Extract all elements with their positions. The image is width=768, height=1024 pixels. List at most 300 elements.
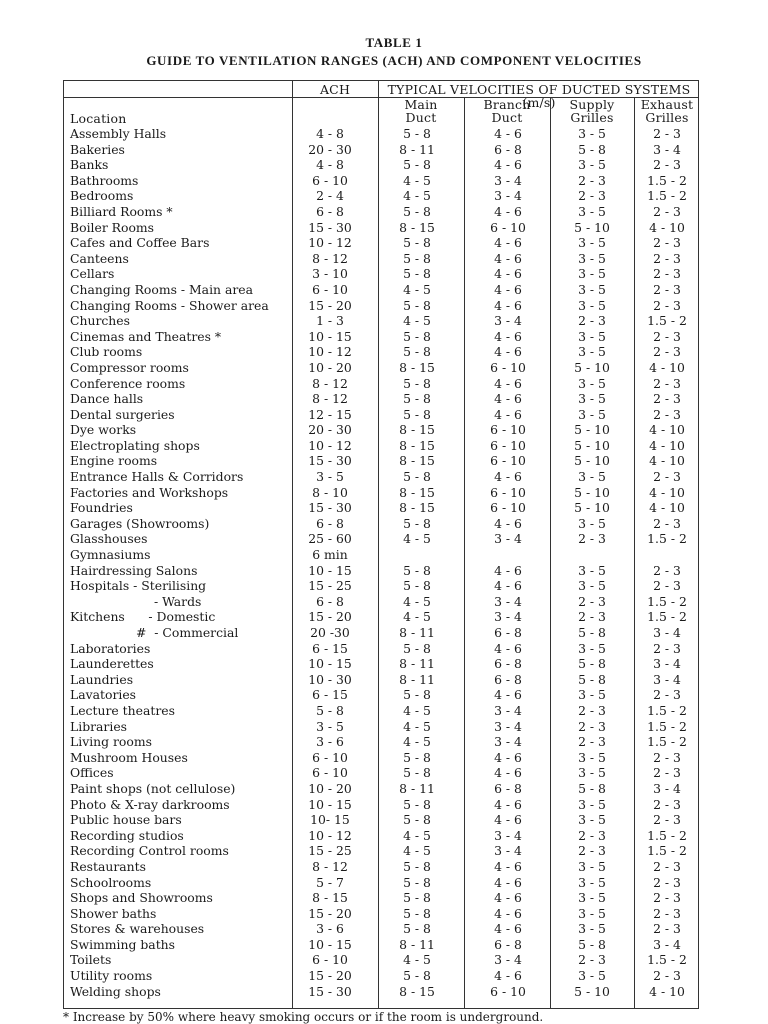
supply-grilles-cell: 3 - 5 — [578, 874, 606, 890]
main-duct-cell: 5 - 8 — [403, 375, 431, 391]
branch-duct-cell: 4 - 6 — [494, 266, 522, 282]
location-cell: Foundries — [70, 500, 133, 516]
branch-duct-cell: 3 - 4 — [494, 702, 522, 718]
location-cell: Lavatories — [70, 687, 137, 703]
branch-duct-cell: 6 - 10 — [490, 359, 526, 375]
location-cell: Laboratories — [70, 640, 151, 656]
main-duct-cell: 5 - 8 — [403, 858, 431, 874]
supply-grilles-cell: 5 - 8 — [578, 625, 606, 640]
branch-duct-cell: 6 - 10 — [490, 453, 526, 469]
exhaust-grilles-cell: 2 - 3 — [653, 968, 681, 984]
table-row — [64, 266, 700, 282]
location-cell: # - Commercial — [136, 625, 239, 640]
supply-grilles-cell: 3 - 5 — [578, 328, 606, 344]
table-row — [64, 391, 700, 407]
branch-duct-cell: 6 - 10 — [490, 484, 526, 500]
branch-duct-cell: 6 - 8 — [494, 671, 522, 687]
main-duct-cell: 8 - 15 — [399, 359, 435, 375]
main-duct-cell: 8 - 11 — [399, 141, 435, 157]
supply-grilles-cell: 3 - 5 — [578, 157, 606, 173]
location-cell: Factories and Workshops — [70, 484, 229, 500]
supply-grilles-cell: 5 - 8 — [578, 141, 606, 157]
supply-grilles-cell: 5 - 10 — [574, 500, 610, 516]
main-duct-cell: 5 - 8 — [403, 515, 431, 531]
ach-cell: 10 - 15 — [308, 656, 352, 672]
location-cell: Toilets — [70, 952, 112, 968]
supply-grilles-cell: 3 - 5 — [578, 391, 606, 407]
location-cell: Dye works — [70, 422, 137, 438]
exhaust-grilles-cell: 2 - 3 — [653, 235, 681, 251]
ach-cell: 12 - 15 — [308, 406, 352, 422]
table-row — [64, 984, 700, 1000]
supply-grilles-cell: 3 - 5 — [578, 765, 606, 781]
location-cell: Launderettes — [70, 656, 154, 672]
ach-cell: 15 - 20 — [308, 905, 352, 921]
ach-cell: 3 - 10 — [312, 266, 348, 282]
table-row — [64, 906, 700, 922]
table-row — [64, 921, 700, 937]
exhaust-grilles-cell: 1.5 - 2 — [647, 734, 687, 750]
branch-duct-cell: 4 - 6 — [494, 562, 522, 578]
exhaust-grilles-cell: 1.5 - 2 — [647, 718, 687, 734]
main-duct-cell: 4 - 5 — [403, 281, 431, 297]
main-duct-cell: 8 - 11 — [399, 656, 435, 672]
main-duct-cell: 8 - 15 — [399, 983, 435, 999]
table-row — [64, 797, 700, 813]
supply-grilles-cell: 5 - 8 — [578, 656, 606, 672]
supply-grilles-cell: 2 - 3 — [578, 172, 606, 188]
location-cell: Mushroom Houses — [70, 749, 188, 765]
ach-cell: 2 - 4 — [316, 188, 344, 204]
ach-cell: 15 - 20 — [308, 297, 352, 313]
ach-cell: 6 - 8 — [316, 593, 344, 609]
location-cell: Boiler Rooms — [70, 219, 155, 235]
table-row — [64, 781, 700, 797]
location-cell: Cellars — [70, 266, 115, 282]
branch-duct-cell: 4 - 6 — [494, 297, 522, 313]
exhaust-grilles-cell: 1.5 - 2 — [647, 609, 687, 625]
main-duct-cell: 5 - 8 — [403, 765, 431, 781]
supply-grilles-cell: 5 - 10 — [574, 219, 610, 235]
location-cell: Kitchens - Domestic — [70, 609, 216, 625]
exhaust-grilles-cell: 2 - 3 — [653, 266, 681, 282]
supply-grilles-cell: 5 - 8 — [578, 936, 606, 952]
location-cell: Paint shops (not cellulose) — [70, 780, 236, 796]
branch-duct-cell: 6 - 8 — [494, 780, 522, 796]
ach-cell: 3 - 5 — [316, 718, 344, 734]
supply-grilles-cell: 2 - 3 — [578, 313, 606, 329]
main-duct-cell: 4 - 5 — [403, 593, 431, 609]
main-duct-cell: 5 - 8 — [403, 640, 431, 656]
table-row — [64, 968, 700, 984]
supply-grilles-cell: 3 - 5 — [578, 921, 606, 937]
ach-cell: 6 - 8 — [316, 203, 344, 219]
exhaust-grilles-cell: 4 - 10 — [649, 484, 685, 500]
table-row — [64, 173, 700, 189]
table-row — [64, 438, 700, 454]
supply-grilles-cell: 2 - 3 — [578, 531, 606, 547]
supply-grilles-cell: 2 - 3 — [578, 609, 606, 625]
main-duct-cell: 8 - 11 — [399, 625, 435, 640]
location-cell: Changing Rooms - Main area — [70, 281, 253, 297]
exhaust-grilles-cell: 1.5 - 2 — [647, 172, 687, 188]
supply-grilles-cell: 5 - 10 — [574, 484, 610, 500]
ach-cell: 10 - 15 — [308, 562, 352, 578]
table-row — [64, 563, 700, 579]
location-cell: Restaurants — [70, 858, 146, 874]
branch-duct-cell: 4 - 6 — [494, 391, 522, 407]
table-row — [64, 344, 700, 360]
header-branch-duct-line1: Branch — [483, 97, 531, 112]
header-ach: ACH — [319, 82, 351, 97]
location-cell: Churches — [70, 313, 130, 329]
location-cell: Recording Control rooms — [70, 843, 229, 859]
table-row — [64, 251, 700, 267]
main-duct-cell: 5 - 8 — [403, 469, 431, 485]
table-row — [64, 376, 700, 392]
exhaust-grilles-cell: 2 - 3 — [653, 469, 681, 485]
ach-cell: 20 -30 — [310, 625, 350, 640]
branch-duct-cell: 4 - 6 — [494, 578, 522, 594]
table-row — [64, 360, 700, 376]
main-duct-cell: 8 - 15 — [399, 219, 435, 235]
table-row — [64, 952, 700, 968]
exhaust-grilles-cell: 3 - 4 — [653, 780, 681, 796]
exhaust-grilles-cell: 2 - 3 — [653, 406, 681, 422]
exhaust-grilles-cell: 2 - 3 — [653, 157, 681, 173]
ach-cell: 15 - 30 — [308, 500, 352, 516]
branch-duct-cell: 6 - 10 — [490, 437, 526, 453]
branch-duct-cell: 4 - 6 — [494, 250, 522, 266]
supply-grilles-cell: 3 - 5 — [578, 375, 606, 391]
exhaust-grilles-cell: 2 - 3 — [653, 796, 681, 812]
exhaust-grilles-cell: 2 - 3 — [653, 562, 681, 578]
main-duct-cell: 5 - 8 — [403, 266, 431, 282]
table-row — [64, 843, 700, 859]
table-row — [64, 641, 700, 657]
location-cell: Changing Rooms - Shower area — [70, 297, 269, 313]
ach-cell: 10 - 15 — [308, 936, 352, 952]
location-cell: Gymnasiums — [70, 547, 151, 563]
main-duct-cell: 5 - 8 — [403, 921, 431, 937]
branch-duct-cell: 4 - 6 — [494, 235, 522, 251]
main-duct-cell: 5 - 8 — [403, 890, 431, 906]
supply-grilles-cell: 5 - 10 — [574, 983, 610, 999]
exhaust-grilles-cell: 2 - 3 — [653, 890, 681, 906]
supply-grilles-cell: 3 - 5 — [578, 905, 606, 921]
branch-duct-cell: 3 - 4 — [494, 609, 522, 625]
branch-duct-cell: 6 - 10 — [490, 500, 526, 516]
ach-cell: 6 min — [312, 547, 348, 563]
branch-duct-cell: 3 - 4 — [494, 952, 522, 968]
header-branch-duct-line2: Duct — [491, 110, 523, 125]
ach-cell: 6 - 10 — [312, 952, 348, 968]
ach-cell: 6 - 10 — [312, 765, 348, 781]
branch-duct-cell: 4 - 6 — [494, 375, 522, 391]
main-duct-cell: 5 - 8 — [403, 905, 431, 921]
ach-cell: 8 - 10 — [312, 484, 348, 500]
ach-cell: 6 - 10 — [312, 749, 348, 765]
exhaust-grilles-cell: 2 - 3 — [653, 687, 681, 703]
main-duct-cell: 5 - 8 — [403, 812, 431, 828]
table-row — [64, 734, 700, 750]
location-cell: Bathrooms — [70, 172, 139, 188]
supply-grilles-cell: 5 - 10 — [574, 453, 610, 469]
ach-cell: 6 - 15 — [312, 687, 348, 703]
branch-duct-cell: 4 - 6 — [494, 687, 522, 703]
supply-grilles-cell: 3 - 5 — [578, 406, 606, 422]
supply-grilles-cell: 3 - 5 — [578, 344, 606, 360]
table-row — [64, 282, 700, 298]
ach-cell: 20 - 30 — [308, 422, 352, 438]
table-row — [64, 859, 700, 875]
exhaust-grilles-cell: 2 - 3 — [653, 328, 681, 344]
ach-cell: 25 - 60 — [308, 531, 352, 547]
exhaust-grilles-cell: 1.5 - 2 — [647, 702, 687, 718]
main-duct-cell: 8 - 15 — [399, 453, 435, 469]
supply-grilles-cell: 3 - 5 — [578, 515, 606, 531]
supply-grilles-cell: 5 - 10 — [574, 437, 610, 453]
table-row — [64, 485, 700, 501]
table-row — [64, 188, 700, 204]
exhaust-grilles-cell: 2 - 3 — [653, 375, 681, 391]
branch-duct-cell: 3 - 4 — [494, 827, 522, 843]
location-cell: Utility rooms — [70, 968, 153, 984]
ach-cell: 15 - 25 — [308, 578, 352, 594]
main-duct-cell: 8 - 11 — [399, 780, 435, 796]
table-row — [64, 812, 700, 828]
exhaust-grilles-cell: 3 - 4 — [653, 671, 681, 687]
branch-duct-cell: 4 - 6 — [494, 890, 522, 906]
ach-cell: 8 - 12 — [312, 375, 348, 391]
supply-grilles-cell: 3 - 5 — [578, 749, 606, 765]
branch-duct-cell: 6 - 8 — [494, 656, 522, 672]
supply-grilles-cell: 3 - 5 — [578, 126, 606, 141]
main-duct-cell: 8 - 11 — [399, 936, 435, 952]
header-supply-grilles — [550, 98, 634, 124]
branch-duct-cell: 4 - 6 — [494, 281, 522, 297]
branch-duct-cell: 6 - 10 — [490, 219, 526, 235]
supply-grilles-cell: 2 - 3 — [578, 702, 606, 718]
supply-grilles-cell: 3 - 5 — [578, 687, 606, 703]
location-cell: Hairdressing Salons — [70, 562, 198, 578]
exhaust-grilles-cell: 4 - 10 — [649, 453, 685, 469]
ach-cell: 8 - 12 — [312, 858, 348, 874]
exhaust-grilles-cell: 1.5 - 2 — [647, 952, 687, 968]
exhaust-grilles-cell: 1.5 - 2 — [647, 827, 687, 843]
supply-grilles-cell: 3 - 5 — [578, 297, 606, 313]
branch-duct-cell: 3 - 4 — [494, 718, 522, 734]
main-duct-cell: 8 - 15 — [399, 422, 435, 438]
branch-duct-cell: 3 - 4 — [494, 188, 522, 204]
table-row — [64, 329, 700, 345]
ach-cell: 6 - 10 — [312, 172, 348, 188]
branch-duct-cell: 4 - 6 — [494, 858, 522, 874]
location-cell: Conference rooms — [70, 375, 186, 391]
header-main-duct — [378, 98, 464, 124]
header-exhaust-grilles — [634, 98, 700, 124]
location-cell: Laundries — [70, 671, 134, 687]
location-cell: Banks — [70, 157, 109, 173]
ach-cell: 8 - 15 — [312, 890, 348, 906]
header-exhaust-line1: Exhaust — [640, 97, 694, 112]
exhaust-grilles-cell: 1.5 - 2 — [647, 843, 687, 859]
location-cell: Bedrooms — [70, 188, 134, 204]
exhaust-grilles-cell: 2 - 3 — [653, 391, 681, 407]
table-row — [64, 126, 700, 142]
table-row — [64, 656, 700, 672]
table-row — [64, 453, 700, 469]
branch-duct-cell: 4 - 6 — [494, 905, 522, 921]
supply-grilles-cell: 3 - 5 — [578, 562, 606, 578]
table-row — [64, 500, 700, 516]
main-duct-cell: 5 - 8 — [403, 562, 431, 578]
table-row — [64, 531, 700, 547]
table-row — [64, 578, 700, 594]
main-duct-cell: 8 - 15 — [399, 437, 435, 453]
main-duct-cell: 5 - 8 — [403, 328, 431, 344]
location-cell: Photo & X-ray darkrooms — [70, 796, 230, 812]
branch-duct-cell: 4 - 6 — [494, 812, 522, 828]
location-cell: Dance halls — [70, 391, 144, 407]
branch-duct-cell: 6 - 8 — [494, 625, 522, 640]
supply-grilles-cell: 2 - 3 — [578, 188, 606, 204]
location-cell: Lecture theatres — [70, 702, 175, 718]
exhaust-grilles-cell: 2 - 3 — [653, 281, 681, 297]
ach-cell: 15 - 20 — [308, 968, 352, 984]
main-duct-cell: 5 - 8 — [403, 391, 431, 407]
ach-cell: 6 - 15 — [312, 640, 348, 656]
ach-cell: 1 - 3 — [316, 313, 344, 329]
exhaust-grilles-cell: 1.5 - 2 — [647, 188, 687, 204]
ach-cell: 10 - 15 — [308, 796, 352, 812]
ach-cell: 5 - 8 — [316, 702, 344, 718]
exhaust-grilles-cell: 2 - 3 — [653, 203, 681, 219]
supply-grilles-cell: 5 - 10 — [574, 359, 610, 375]
table-row — [64, 890, 700, 906]
main-duct-cell: 4 - 5 — [403, 172, 431, 188]
supply-grilles-cell: 3 - 5 — [578, 968, 606, 984]
supply-grilles-cell: 2 - 3 — [578, 593, 606, 609]
main-duct-cell: 5 - 8 — [403, 406, 431, 422]
exhaust-grilles-cell: 2 - 3 — [653, 905, 681, 921]
location-cell: Welding shops — [70, 983, 161, 999]
exhaust-grilles-cell: 2 - 3 — [653, 640, 681, 656]
location-cell: Swimming baths — [70, 936, 176, 952]
table-row — [64, 469, 700, 485]
footnote: * Increase by 50% where heavy smoking occurs or if the room is underground. — [63, 1010, 544, 1024]
ach-cell: 15 - 25 — [308, 843, 352, 859]
exhaust-grilles-cell: 2 - 3 — [653, 126, 681, 141]
header-main-duct-line2: Duct — [405, 110, 437, 125]
table-row — [64, 422, 700, 438]
supply-grilles-cell: 2 - 3 — [578, 843, 606, 859]
exhaust-grilles-cell: 2 - 3 — [653, 250, 681, 266]
branch-duct-cell: 4 - 6 — [494, 640, 522, 656]
ventilation-table — [63, 80, 699, 1009]
main-duct-cell: 4 - 5 — [403, 734, 431, 750]
table-row — [64, 765, 700, 781]
exhaust-grilles-cell: 3 - 4 — [653, 936, 681, 952]
branch-duct-cell: 4 - 6 — [494, 749, 522, 765]
exhaust-grilles-cell: 4 - 10 — [649, 219, 685, 235]
location-cell: Garages (Showrooms) — [70, 515, 210, 531]
exhaust-grilles-cell: 2 - 3 — [653, 874, 681, 890]
exhaust-grilles-cell: 2 - 3 — [653, 858, 681, 874]
table-row — [64, 313, 700, 329]
location-cell: Dental surgeries — [70, 406, 175, 422]
location-cell: - Wards — [154, 593, 202, 609]
location-cell: Cinemas and Theatres * — [70, 328, 222, 344]
table-row — [64, 235, 700, 251]
exhaust-grilles-cell: 1.5 - 2 — [647, 593, 687, 609]
ach-cell: 15 - 30 — [308, 453, 352, 469]
branch-duct-cell: 6 - 8 — [494, 141, 522, 157]
ach-cell: 15 - 20 — [308, 609, 352, 625]
main-duct-cell: 5 - 8 — [403, 796, 431, 812]
branch-duct-cell: 4 - 6 — [494, 328, 522, 344]
main-duct-cell: 5 - 8 — [403, 297, 431, 313]
location-cell: Engine rooms — [70, 453, 158, 469]
location-cell: Cafes and Coffee Bars — [70, 235, 210, 251]
table-row — [64, 298, 700, 314]
branch-duct-cell: 4 - 6 — [494, 469, 522, 485]
table-row — [64, 594, 700, 610]
header-supply-line2: Grilles — [570, 110, 614, 125]
branch-duct-cell: 4 - 6 — [494, 515, 522, 531]
branch-duct-cell: 3 - 4 — [494, 734, 522, 750]
location-cell: Canteens — [70, 250, 129, 266]
ach-cell: 20 - 30 — [308, 141, 352, 157]
main-duct-cell: 8 - 15 — [399, 484, 435, 500]
table-title: TABLE 1 — [365, 35, 423, 50]
location-cell: Schoolrooms — [70, 874, 152, 890]
branch-duct-cell: 4 - 6 — [494, 406, 522, 422]
location-cell: Recording studios — [70, 827, 184, 843]
branch-duct-cell: 4 - 6 — [494, 874, 522, 890]
exhaust-grilles-cell: 2 - 3 — [653, 297, 681, 313]
table-row — [64, 625, 700, 641]
exhaust-grilles-cell: 1.5 - 2 — [647, 531, 687, 547]
supply-grilles-cell: 3 - 5 — [578, 640, 606, 656]
ach-cell: 10 - 20 — [308, 780, 352, 796]
ach-cell: 10 - 12 — [308, 344, 352, 360]
branch-duct-cell: 4 - 6 — [494, 921, 522, 937]
location-cell: Shops and Showrooms — [70, 890, 213, 906]
main-duct-cell: 4 - 5 — [403, 609, 431, 625]
exhaust-grilles-cell: 4 - 10 — [649, 437, 685, 453]
table-row — [64, 875, 700, 891]
supply-grilles-cell: 3 - 5 — [578, 858, 606, 874]
ach-cell: 10 - 30 — [308, 671, 352, 687]
exhaust-grilles-cell: 4 - 10 — [649, 983, 685, 999]
location-cell: Shower baths — [70, 905, 157, 921]
supply-grilles-cell: 5 - 8 — [578, 671, 606, 687]
main-duct-cell: 4 - 5 — [403, 952, 431, 968]
ach-cell: 10 - 12 — [308, 235, 352, 251]
main-duct-cell: 5 - 8 — [403, 250, 431, 266]
main-duct-cell: 5 - 8 — [403, 157, 431, 173]
location-cell: Living rooms — [70, 734, 152, 750]
main-duct-cell: 5 - 8 — [403, 235, 431, 251]
main-duct-cell: 5 - 8 — [403, 687, 431, 703]
ach-cell: 10 - 15 — [308, 328, 352, 344]
supply-grilles-cell: 2 - 3 — [578, 952, 606, 968]
ach-cell: 10 - 12 — [308, 437, 352, 453]
exhaust-grilles-cell: 2 - 3 — [653, 515, 681, 531]
main-duct-cell: 4 - 5 — [403, 702, 431, 718]
branch-duct-cell: 4 - 6 — [494, 968, 522, 984]
